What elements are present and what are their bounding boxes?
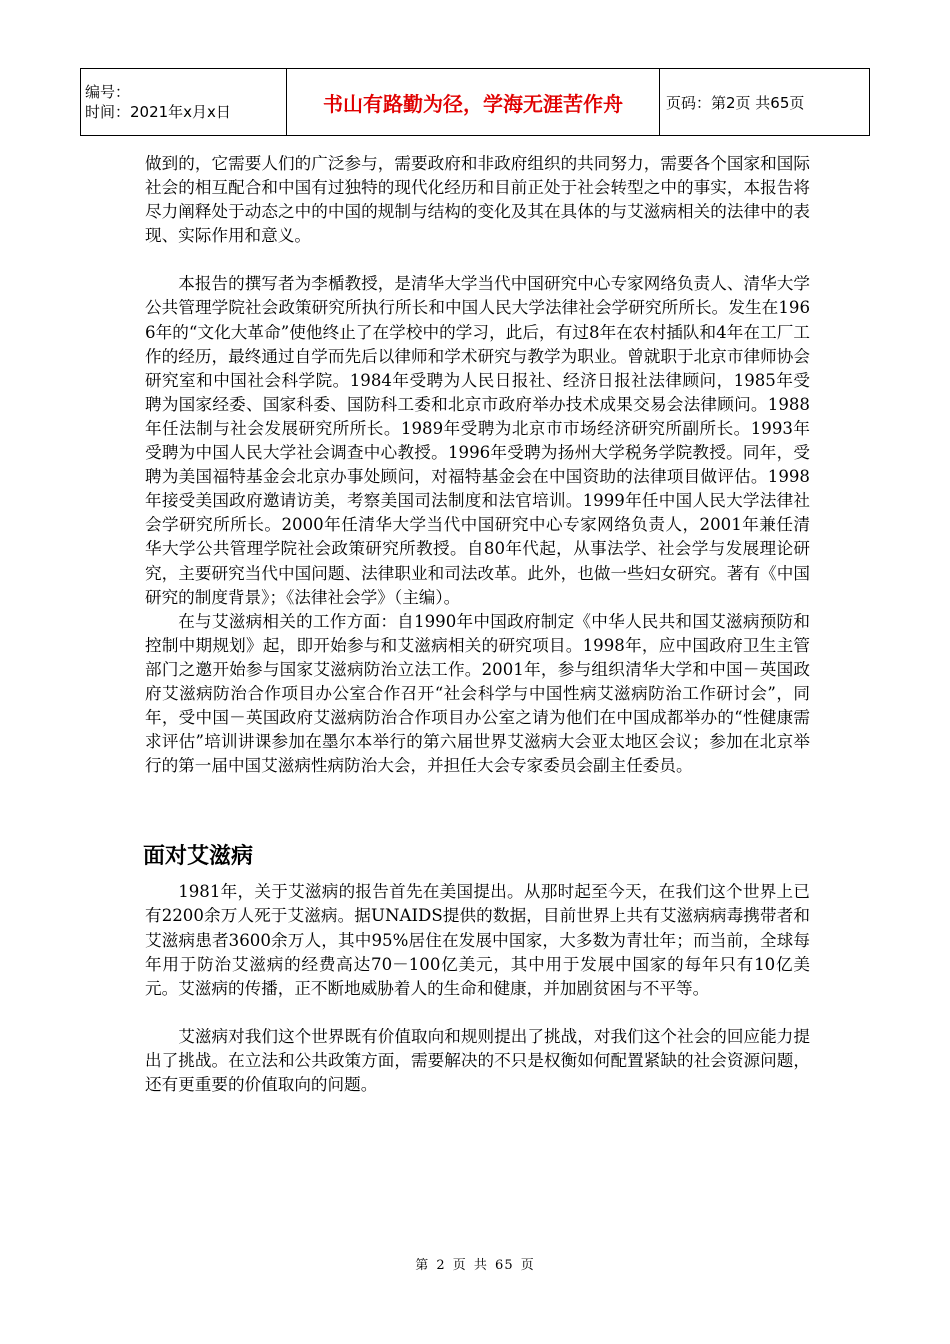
paragraph-3: 在与艾滋病相关的工作方面：自1990年中国政府制定《中华人民共和国艾滋病预防和控制中期规划》起，即开始参与和艾滋病相关的研究项目。1998年，应中国政府卫生主管部门之邀开始参与国家艾滋病防治立法工作。2001年，参与组织清华大学和中国－英国政府艾滋病防治合作项目办公室合作召开“社会科学与中国性病艾滋病防治工作研讨会”，同年，受中国－英国政府艾滋病防治合作项目办公室之请为他们在中国成都举办的“性健康需求评估”培训讲课参加在墨尔本举行的第六届世界艾滋病大会亚太地区会议；参加在北京举行的第一届中国艾滋病性病防治大会，并担任大会专家委员会副主任委员。 bbox=[145, 611, 810, 776]
page-footer: 第 2 页 共 65 页 bbox=[415, 1258, 535, 1273]
paragraph-2: 本报告的撰写者为李楯教授，是清华大学当代中国研究中心专家网络负责人、清华大学公共管理学院社会政策研究所执行所长和中国人民大学法律社会学研究所所长。发生在1966年的“文化大革命”使他终止了在学校中的学习，此后，有过8年在农村插队和4年在工厂工作的经历，最终通过自学而先后以律师和学术研究与教学为职业。曾就职于北京市律师协会研究室和中国社会科学院。1984年受聘为人民日报社、经济日报社法律顾问，1985年受聘为国家经委、国家科委、国防科工委和北京市政府举办技术成果交易会法律顾问。1988年任法制与社会发展研究所所长。1989年受聘为北京市市场经济研究所副所长。1993年受聘为中国人民大学社会调查中心教授。1996年受聘为扬州大学税务学院教授。同年，受聘为美国福特基金会北京办事处顾问，对福特基金会在中国资助的法律项目做评估。1998年接受美国政府邀请访美，考察美国司法制度和法官培训。1999年任中国人民大学法律社会学研究所所长。2000年任清华大学当代中国研究中心专家网络负责人，2001年兼任清华大学公共管理学院社会政策研究所教授。自80年代起，从事法学、社会学与发展理论研究，主要研究当代中国问题、法律职业和司法改革。此外，也做一些妇女研究。著有《中国研究的制度背景》；《法律社会学》（主编）。 bbox=[145, 274, 810, 607]
paragraph-1: 做到的，它需要人们的广泛参与，需要政府和非政府组织的共同努力，需要各个国家和国际社会的相互配合和中国有过独特的现代化经历和目前正处于社会转型之中的事实，本报告将尽力阐释处于动态之中的中国的规制与结构的变化及其在具体的与艾滋病相关的法律中的表现、实际作用和意义。 bbox=[145, 154, 810, 246]
number-label: 编号： bbox=[85, 83, 131, 101]
date-label: 时间：2021年x月x日 bbox=[85, 103, 231, 121]
paragraph-5: 艾滋病对我们这个世界既有价值取向和规则提出了挑战，对我们这个社会的回应能力提出了挑战。在立法和公共政策方面，需要解决的不只是权衡如何配置紧缺的社会资源问题，还有更重要的价值取向的问题。 bbox=[145, 1026, 810, 1094]
header-table bbox=[80, 68, 870, 136]
header-meta-cell bbox=[81, 69, 287, 136]
document-body bbox=[145, 152, 810, 1097]
paragraph-4: 1981年，关于艾滋病的报告首先在美国提出。从那时起至今天，在我们这个世界上已有2200余万人死于艾滋病。据UNAIDS提供的数据，目前世界上共有艾滋病病毒携带者和艾滋病患者3600余万人，其中95%居住在发展中国家，大多数为青壮年；而当前，全球每年用于防治艾滋病的经费高达70－100亿美元，其中用于发展中国家的每年只有10亿美元。艾滋病的传播，正不断地威胁着人的生命和健康，并加剧贫困与不平等。 bbox=[145, 882, 810, 998]
header-page-info: 页码：第2页 共65页 bbox=[660, 69, 870, 136]
section-heading: 面对艾滋病 bbox=[143, 844, 254, 870]
header-motto: 书山有路勤为径，学海无涯苦作舟 bbox=[287, 69, 660, 136]
